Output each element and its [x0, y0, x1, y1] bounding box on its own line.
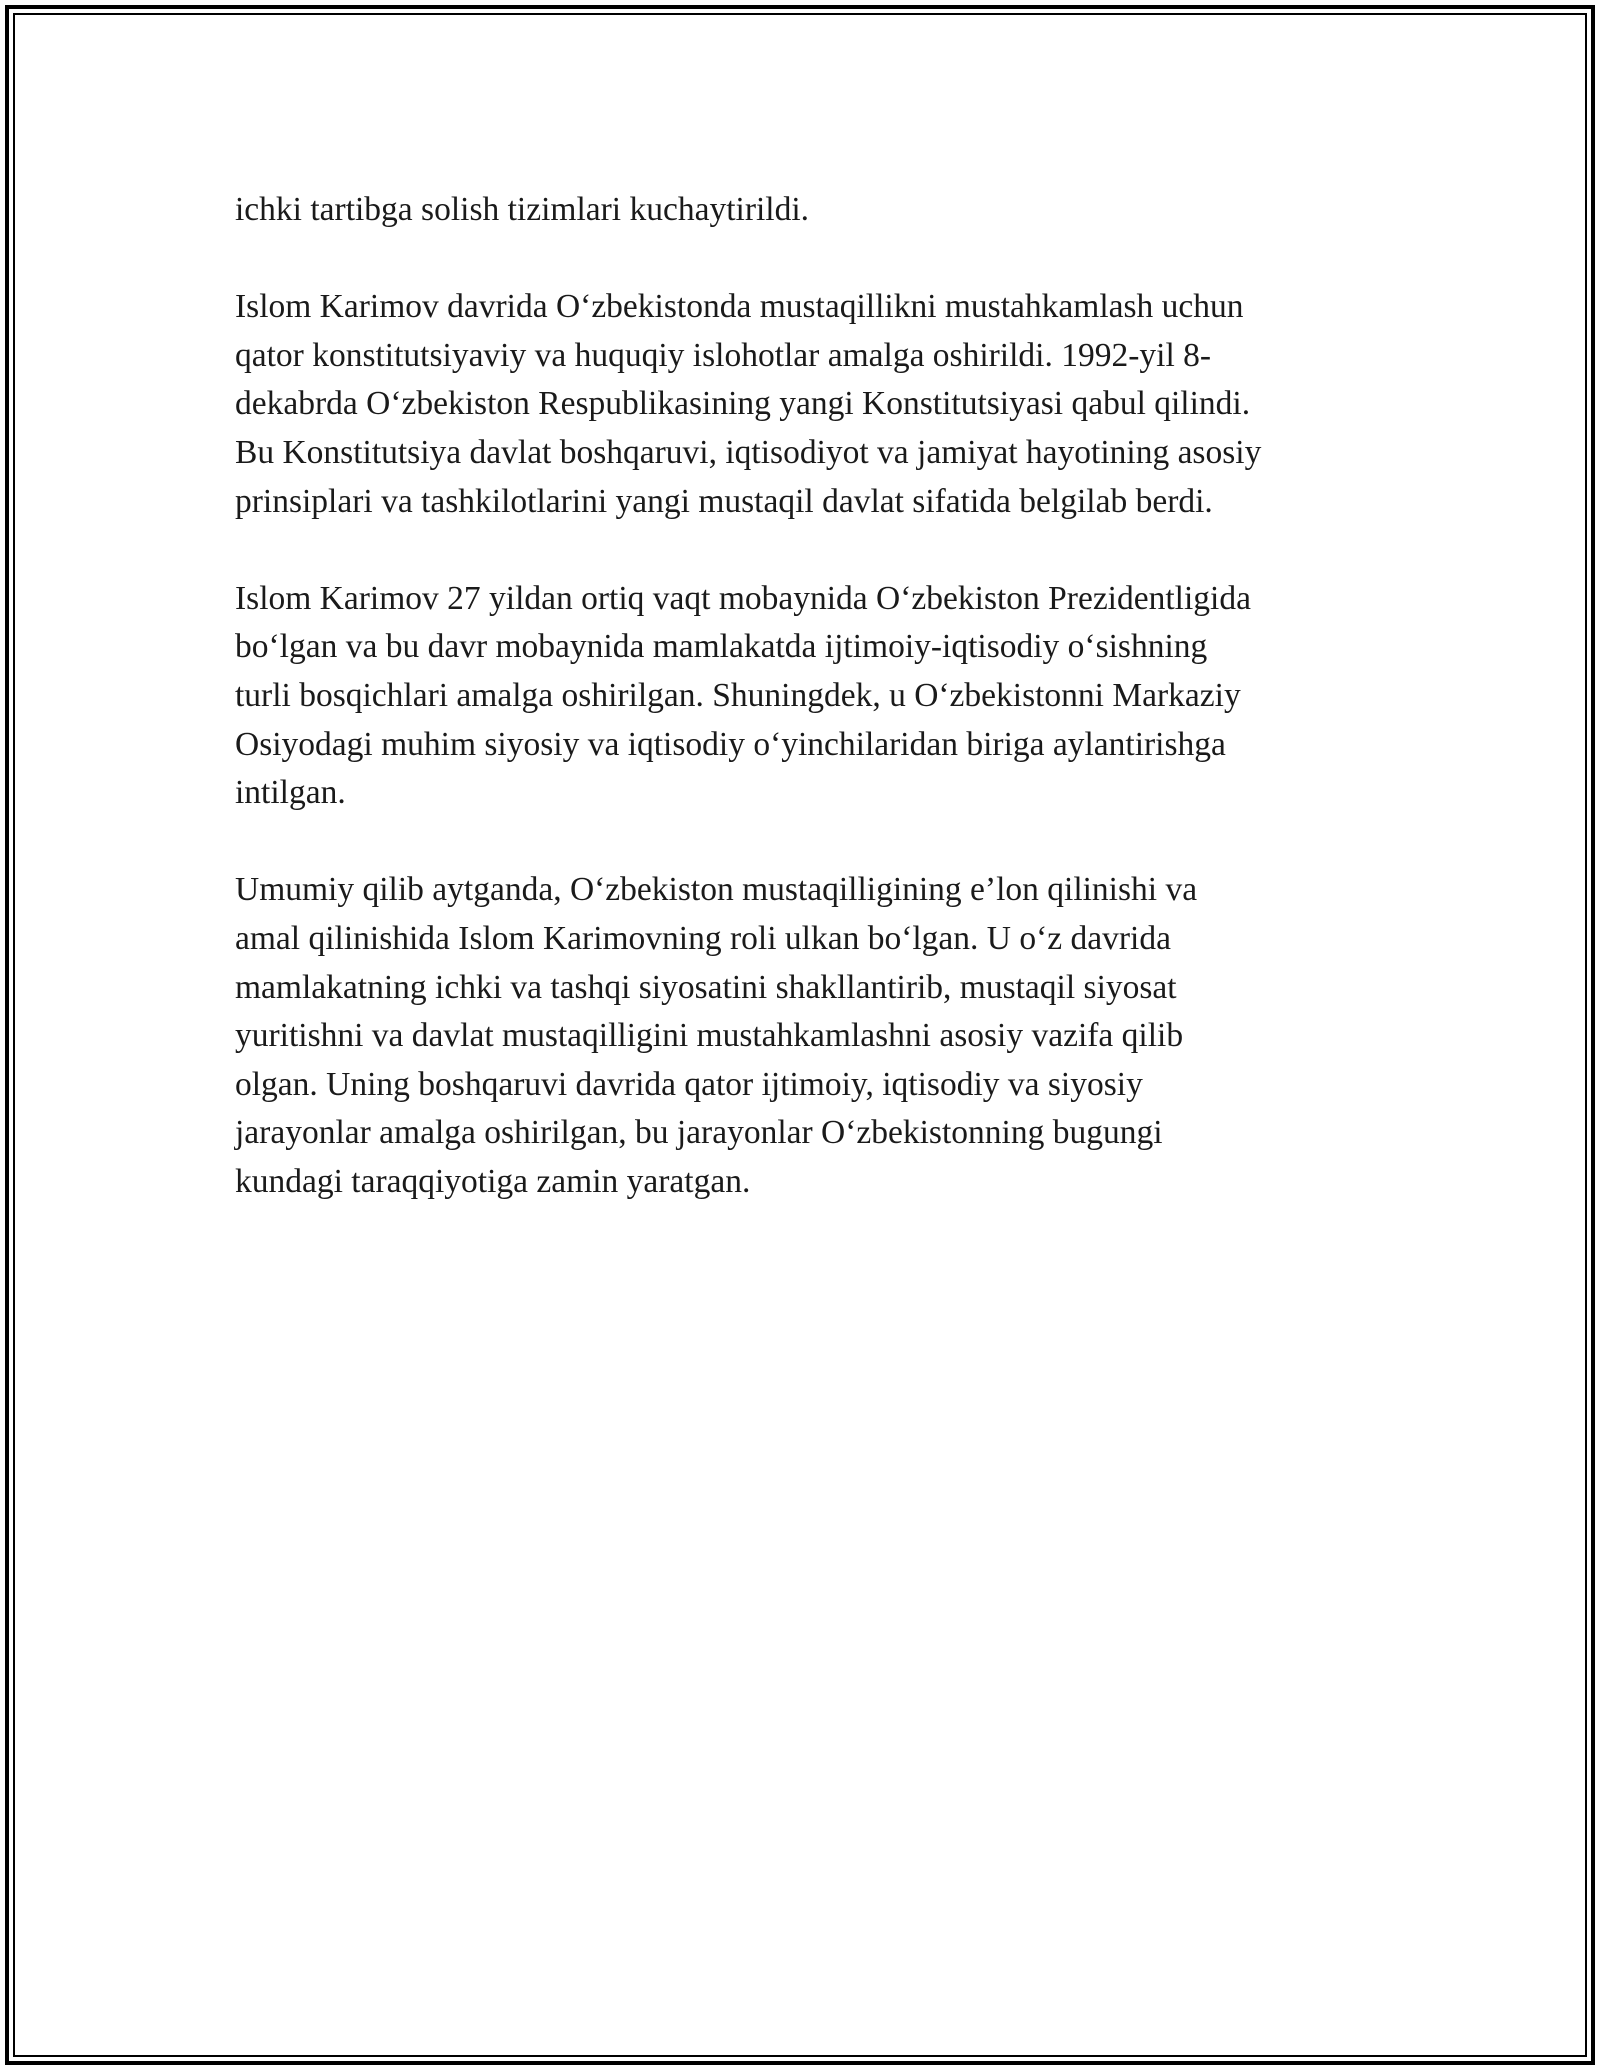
paragraph-4 — [235, 866, 1375, 1206]
text-line: prinsiplari va tashkilotlarini yangi mustaqil davlat sifatida belgilab berdi. — [235, 482, 1213, 520]
document-body — [235, 186, 1375, 1255]
text-line: qator konstitutsiyaviy va huquqiy islohotlar amalga oshirildi. 1992-yil 8- — [235, 336, 1212, 374]
text-line: ichki tartibga solish tizimlari kuchaytirildi. — [235, 191, 810, 228]
paragraph-2 — [235, 283, 1375, 526]
text-line: jarayonlar amalga oshirilgan, bu jarayonlar O‘zbekistonning bugungi — [235, 1114, 1163, 1152]
paragraph-1 — [235, 186, 1375, 235]
text-line: Umumiy qilib aytganda, O‘zbekiston mustaqilligining e’lon qilinishi va — [235, 871, 1198, 909]
text-line: kundagi taraqqiyotiga zamin yaratgan. — [235, 1162, 751, 1200]
text-line: dekabrda O‘zbekiston Respublikasining yangi Konstitutsiyasi qabul qilindi. — [235, 385, 1251, 423]
text-line: mamlakatning ichki va tashqi siyosatini shakllantirib, mustaqil siyosat — [235, 968, 1177, 1006]
text-line: olgan. Uning boshqaruvi davrida qator ijtimoiy, iqtisodiy va siyosiy — [235, 1065, 1143, 1103]
text-line: Osiyodagi muhim siyosiy va iqtisodiy o‘yinchilaridan biriga aylantirishga — [235, 725, 1226, 763]
text-line: amal qilinishida Islom Karimovning roli ulkan bo‘lgan. U o‘z davrida — [235, 919, 1171, 957]
text-line: Bu Konstitutsiya davlat boshqaruvi, iqtisodiyot va jamiyat hayotining asosiy — [235, 433, 1262, 471]
paragraph-3 — [235, 575, 1375, 818]
text-line: yuritishni va davlat mustaqilligini mustahkamlashni asosiy vazifa qilib — [235, 1017, 1184, 1055]
text-line: intilgan. — [235, 774, 346, 812]
text-line: turli bosqichlari amalga oshirilgan. Shuningdek, u O‘zbekistonni Markaziy — [235, 676, 1241, 714]
text-line: Islom Karimov 27 yildan ortiq vaqt mobaynida O‘zbekiston Prezidentligida — [235, 579, 1251, 617]
text-line: Islom Karimov davrida O‘zbekistonda mustaqillikni mustahkamlash uchun — [235, 288, 1244, 326]
text-line: bo‘lgan va bu davr mobaynida mamlakatda ijtimoiy-iqtisodiy o‘sishning — [235, 628, 1208, 666]
